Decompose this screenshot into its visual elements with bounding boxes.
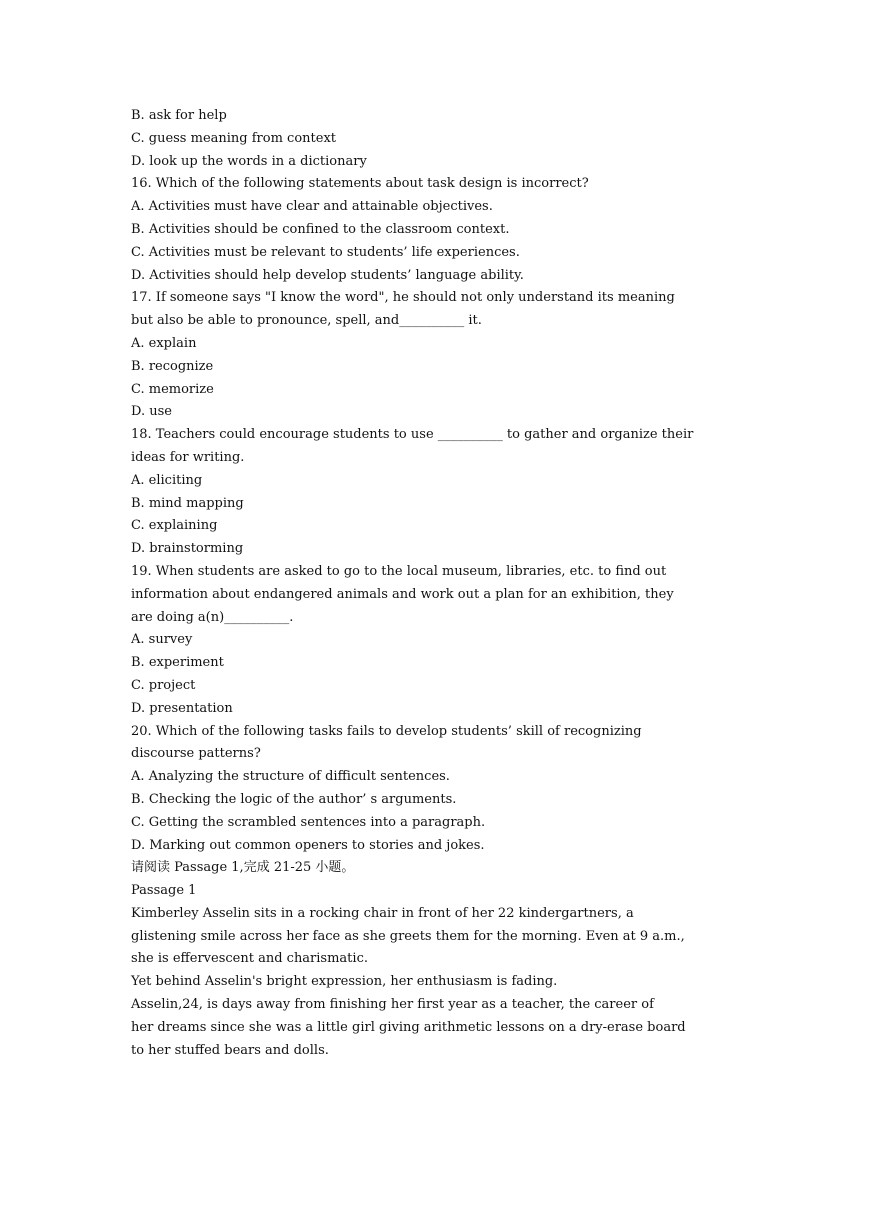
text-line: A. Activities must have clear and attainable objectives. bbox=[131, 199, 493, 215]
text-line: C. explaining bbox=[131, 518, 218, 534]
text-line: B. mind mapping bbox=[131, 495, 244, 511]
text-line: Passage 1 bbox=[131, 883, 197, 899]
text-line: A. survey bbox=[131, 632, 193, 648]
text-line: to her stuffed bears and dolls. bbox=[131, 1042, 329, 1058]
text-line: her dreams since she was a little girl giving arithmetic lessons on a dry-erase board bbox=[131, 1019, 686, 1035]
text-line: C. project bbox=[131, 677, 196, 693]
text-line: D. brainstorming bbox=[131, 541, 244, 557]
text-line: C. guess meaning from context bbox=[131, 130, 337, 146]
document-body bbox=[131, 105, 737, 1062]
text-line: 18. Teachers could encourage students to use __________ to gather and organize their bbox=[131, 427, 694, 443]
text-line: she is effervescent and charismatic. bbox=[131, 951, 368, 967]
text-line: D. Activities should help develop students’ language ability. bbox=[131, 267, 524, 283]
text-line: ideas for writing. bbox=[131, 449, 245, 465]
text-line: 17. If someone says "I know the word", he should not only understand its meaning bbox=[131, 290, 675, 306]
text-line: 16. Which of the following statements about task design is incorrect? bbox=[131, 176, 589, 192]
text-line: A. eliciting bbox=[131, 472, 203, 488]
text-line: D. look up the words in a dictionary bbox=[131, 153, 367, 169]
text-line: Asselin,24, is days away from finishing her first year as a teacher, the career of bbox=[131, 997, 654, 1013]
text-line: 20. Which of the following tasks fails to develop students’ skill of recognizing bbox=[131, 723, 642, 739]
text-line: C. memorize bbox=[131, 381, 214, 397]
text-line: A. explain bbox=[131, 335, 197, 351]
text-line: D. use bbox=[131, 404, 172, 420]
text-line: Kimberley Asselin sits in a rocking chair in front of her 22 kindergartners, a bbox=[131, 905, 634, 921]
text-line: 19. When students are asked to go to the local museum, libraries, etc. to find out bbox=[131, 563, 667, 579]
text-line: 请阅读 Passage 1,完成 21-25 小题。 bbox=[131, 860, 355, 876]
text-line: C. Getting the scrambled sentences into a paragraph. bbox=[131, 814, 486, 830]
text-line: information about endangered animals and work out a plan for an exhibition, they bbox=[131, 586, 674, 602]
text-line: Yet behind Asselin's bright expression, her enthusiasm is fading. bbox=[131, 974, 558, 990]
text-line: are doing a(n)__________. bbox=[131, 609, 294, 625]
text-line: glistening smile across her face as she greets them for the morning. Even at 9 a.m., bbox=[131, 928, 685, 944]
text-line: B. ask for help bbox=[131, 108, 227, 123]
text-line: B. Activities should be confined to the classroom context. bbox=[131, 221, 510, 237]
text-line: C. Activities must be relevant to students’ life experiences. bbox=[131, 244, 520, 260]
text-line: D. presentation bbox=[131, 700, 233, 716]
text-line: D. Marking out common openers to stories and jokes. bbox=[131, 837, 485, 853]
text-line: A. Analyzing the structure of difficult sentences. bbox=[131, 769, 450, 785]
text-line: but also be able to pronounce, spell, and__________ it. bbox=[131, 313, 482, 329]
text-line: B. recognize bbox=[131, 358, 214, 374]
text-line: B. Checking the logic of the author’ s arguments. bbox=[131, 791, 457, 807]
text-line: discourse patterns? bbox=[131, 746, 261, 762]
text-line: B. experiment bbox=[131, 655, 224, 671]
